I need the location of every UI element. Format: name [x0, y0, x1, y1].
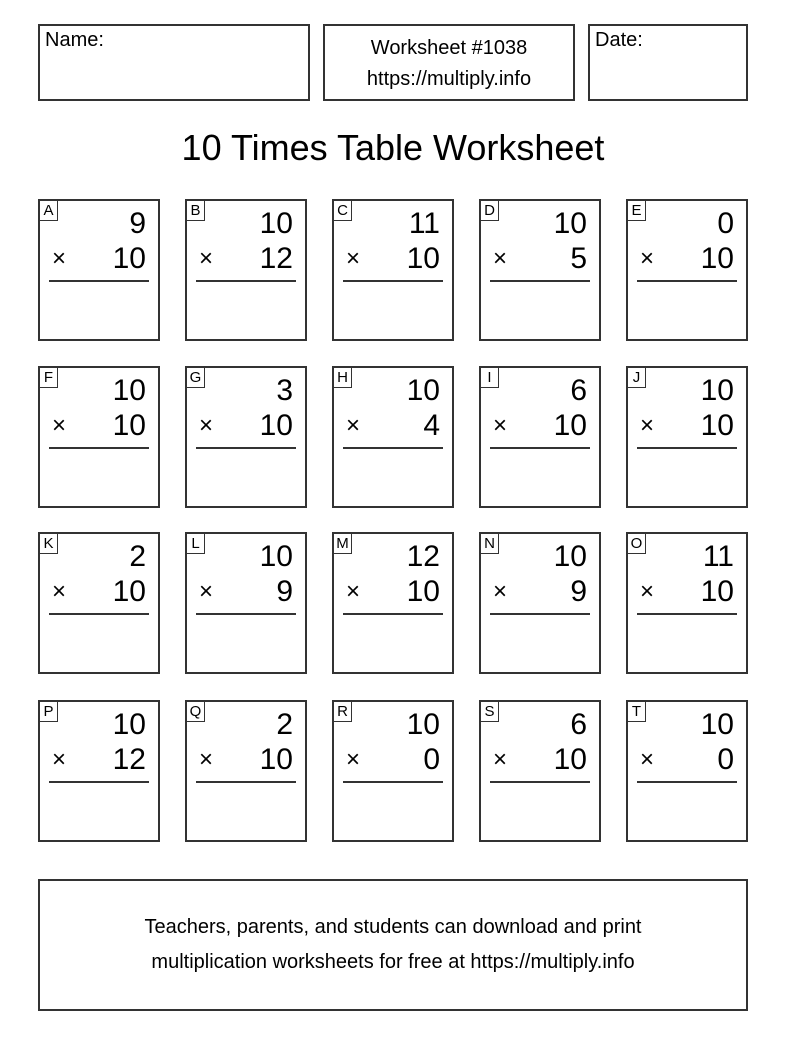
worksheet-number: Worksheet #1038 [370, 37, 528, 59]
date-label: Date: [595, 29, 643, 51]
times-sign: × [199, 746, 214, 773]
answer-line [49, 447, 149, 449]
times-sign: × [199, 578, 214, 605]
problem-top-number: 10 [112, 374, 146, 407]
answer-line [637, 447, 737, 449]
answer-line [196, 613, 296, 615]
problem-bottom-number: 10 [112, 409, 146, 442]
answer-line [49, 280, 149, 282]
problem-top-number: 9 [129, 207, 146, 240]
times-sign: × [52, 412, 67, 439]
problem-top-number: 3 [276, 374, 293, 407]
times-sign: × [640, 578, 655, 605]
problem-top-number: 2 [276, 708, 293, 741]
problem-card [332, 199, 454, 341]
problem-top-number: 11 [702, 540, 734, 573]
problem-letter: H [333, 367, 352, 388]
problem-top-number: 6 [570, 374, 587, 407]
problem-top-number: 12 [406, 540, 440, 573]
problem-card [185, 700, 307, 842]
problem-card [332, 532, 454, 674]
problem-letter: A [39, 200, 58, 221]
problem-bottom-number: 10 [112, 575, 146, 608]
problem-card [479, 199, 601, 341]
times-sign: × [346, 245, 361, 272]
problem-card [38, 532, 160, 674]
problem-bottom-number: 12 [259, 242, 293, 275]
problem-top-number: 2 [129, 540, 146, 573]
problem-bottom-number: 9 [570, 575, 587, 608]
problem-bottom-number: 12 [112, 743, 146, 776]
problem-top-number: 10 [553, 207, 587, 240]
problem-top-number: 0 [717, 207, 734, 240]
problem-letter: I [480, 367, 499, 388]
problem-card [185, 532, 307, 674]
problem-bottom-number: 10 [700, 575, 734, 608]
times-sign: × [640, 245, 655, 272]
problem-top-number: 6 [570, 708, 587, 741]
problem-letter: K [39, 533, 58, 554]
problem-card [332, 700, 454, 842]
problem-card [38, 366, 160, 508]
problem-card [479, 532, 601, 674]
times-sign: × [199, 245, 214, 272]
problem-top-number: 10 [406, 374, 440, 407]
times-sign: × [346, 578, 361, 605]
problem-letter: D [480, 200, 499, 221]
problem-card [185, 366, 307, 508]
problem-bottom-number: 10 [259, 409, 293, 442]
problem-card [38, 199, 160, 341]
problem-bottom-number: 9 [276, 575, 293, 608]
problem-card [185, 199, 307, 341]
answer-line [343, 447, 443, 449]
answer-line [637, 781, 737, 783]
footer-line-1: Teachers, parents, and students can download and print [144, 916, 642, 938]
problem-top-number: 11 [408, 207, 440, 240]
answer-line [490, 613, 590, 615]
footer-box [38, 879, 748, 1011]
times-sign: × [346, 746, 361, 773]
answer-line [343, 781, 443, 783]
problem-bottom-number: 10 [700, 409, 734, 442]
problem-top-number: 10 [553, 540, 587, 573]
name-label: Name: [45, 29, 104, 51]
times-sign: × [640, 412, 655, 439]
problem-top-number: 10 [700, 374, 734, 407]
problem-bottom-number: 10 [259, 743, 293, 776]
problem-letter: C [333, 200, 352, 221]
problem-bottom-number: 10 [112, 242, 146, 275]
problem-letter: E [627, 200, 646, 221]
times-sign: × [640, 746, 655, 773]
problem-letter: T [627, 701, 646, 722]
problem-bottom-number: 10 [553, 409, 587, 442]
problem-bottom-number: 10 [406, 575, 440, 608]
problem-letter: P [39, 701, 58, 722]
problem-bottom-number: 4 [423, 409, 440, 442]
answer-line [343, 280, 443, 282]
problem-top-number: 10 [259, 207, 293, 240]
worksheet-url: https://multiply.info [366, 68, 532, 90]
times-sign: × [493, 245, 508, 272]
answer-line [490, 280, 590, 282]
times-sign: × [52, 245, 67, 272]
problem-letter: M [333, 533, 352, 554]
answer-line [490, 781, 590, 783]
problem-top-number: 10 [406, 708, 440, 741]
times-sign: × [493, 578, 508, 605]
problem-bottom-number: 0 [717, 743, 734, 776]
problem-card [38, 700, 160, 842]
answer-line [49, 613, 149, 615]
answer-line [490, 447, 590, 449]
problem-letter: S [480, 701, 499, 722]
problem-bottom-number: 0 [423, 743, 440, 776]
times-sign: × [52, 578, 67, 605]
problem-top-number: 10 [700, 708, 734, 741]
problem-card [626, 532, 748, 674]
problem-letter: G [186, 367, 205, 388]
times-sign: × [199, 412, 214, 439]
problem-top-number: 10 [259, 540, 293, 573]
footer-line-2: multiplication worksheets for free at https://multiply.info [151, 951, 635, 973]
answer-line [637, 280, 737, 282]
problem-letter: J [627, 367, 646, 388]
problem-bottom-number: 10 [406, 242, 440, 275]
problem-top-number: 10 [112, 708, 146, 741]
problem-letter: B [186, 200, 205, 221]
answer-line [49, 781, 149, 783]
answer-line [343, 613, 443, 615]
problem-bottom-number: 5 [570, 242, 587, 275]
problem-bottom-number: 10 [553, 743, 587, 776]
problem-card [479, 700, 601, 842]
times-sign: × [346, 412, 361, 439]
problem-letter: N [480, 533, 499, 554]
times-sign: × [493, 412, 508, 439]
problem-card [626, 199, 748, 341]
answer-line [196, 781, 296, 783]
problem-letter: F [39, 367, 58, 388]
times-sign: × [493, 746, 508, 773]
problem-letter: Q [186, 701, 205, 722]
answer-line [196, 447, 296, 449]
problem-bottom-number: 10 [700, 242, 734, 275]
problem-card [479, 366, 601, 508]
problem-letter: R [333, 701, 352, 722]
problem-letter: O [627, 533, 646, 554]
answer-line [196, 280, 296, 282]
problem-card [626, 700, 748, 842]
answer-line [637, 613, 737, 615]
times-sign: × [52, 746, 67, 773]
problem-card [332, 366, 454, 508]
problem-letter: L [186, 533, 205, 554]
page-title: 10 Times Table Worksheet [181, 127, 605, 168]
problem-card [626, 366, 748, 508]
